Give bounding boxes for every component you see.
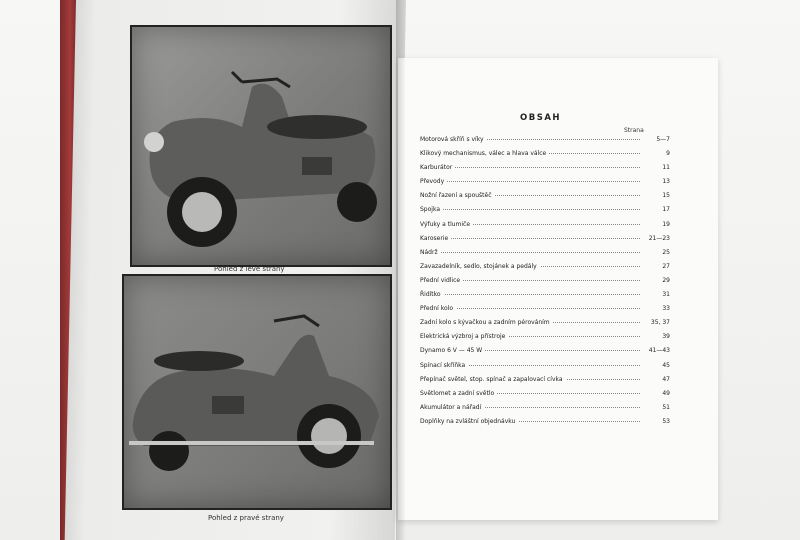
contents-entry-title: Dynamo 6 V — 45 W <box>420 347 485 354</box>
contents-entry-page: 51 <box>662 403 670 411</box>
contents-entry-page: 5—7 <box>656 136 670 143</box>
leader-dots <box>420 238 640 239</box>
contents-entry-page: 41—43 <box>648 347 670 355</box>
contents-entry <box>420 263 670 277</box>
contents-entry-title: Převody <box>420 178 447 185</box>
contents-entry-page: 13 <box>662 178 670 186</box>
contents-entry-title: Nádrž <box>420 249 441 256</box>
contents-entry-title: Světlomet a zadní světlo <box>420 390 497 397</box>
contents-entry-title: Přední kolo <box>420 305 456 312</box>
contents-entry-page: 35, 37 <box>650 319 670 327</box>
photo-caption-right-side: Pohled z pravé strany <box>208 514 284 522</box>
contents-title: OBSAH <box>520 113 562 123</box>
leader-dots <box>420 181 640 182</box>
photo-caption-left-side: Pohled z levé strany <box>214 265 285 273</box>
contents-entry-title: Klikový mechanismus, válec a hlava válce <box>420 150 549 157</box>
contents-entry-title: Výfuky a tlumiče <box>420 221 473 228</box>
contents-entry-title: Akumulátor a nářadí <box>420 404 484 411</box>
contents-entry-page: 39 <box>662 333 670 341</box>
contents-entry-page: 47 <box>662 375 670 383</box>
contents-entry <box>420 305 670 319</box>
contents-entry-page: 11 <box>662 164 670 172</box>
contents-entry <box>420 362 670 376</box>
contents-entry <box>420 390 670 404</box>
contents-entry-page: 15 <box>662 192 670 200</box>
contents-entry-page: 19 <box>662 220 670 228</box>
contents-entry-title: Spojka <box>420 206 443 213</box>
contents-entry-page: 21—23 <box>648 234 670 242</box>
contents-entry <box>420 164 670 178</box>
contents-entry-title: Řidítko <box>420 291 444 298</box>
contents-entry-page: 33 <box>662 305 670 313</box>
contents-entry-page: 27 <box>662 262 670 270</box>
contents-entry <box>420 192 670 206</box>
contents-entry <box>420 136 670 150</box>
contents-entry-page: 29 <box>662 276 670 284</box>
contents-entry-title: Přední vidlice <box>420 277 463 284</box>
contents-entry-title: Doplňky na zvláštní objednávku <box>420 418 518 425</box>
contents-entry-page: 9 <box>666 150 670 158</box>
contents-list <box>420 136 670 432</box>
contents-entry <box>420 235 670 249</box>
contents-entry-page: 17 <box>662 206 670 214</box>
contents-entry-page: 45 <box>662 361 670 369</box>
contents-entry <box>420 206 670 220</box>
contents-entry <box>420 249 670 263</box>
leader-dots <box>420 252 640 253</box>
contents-entry-title: Motorová skříň s víky <box>420 136 487 143</box>
contents-entry-title: Zavazadelník, sedlo, stojánek a pedály <box>420 263 540 270</box>
contents-entry-title: Karburátor <box>420 164 455 171</box>
leader-dots <box>420 294 640 295</box>
contents-entry-title: Přepínač světel, stop. spínač a zapalovací cívka <box>420 376 566 383</box>
contents-entry-title: Spínací skříňka <box>420 362 468 369</box>
contents-entry <box>420 404 670 418</box>
contents-entry <box>420 418 670 432</box>
booklet-gutter <box>396 0 406 540</box>
contents-entry <box>420 291 670 305</box>
contents-entry-page: 49 <box>662 389 670 397</box>
leader-dots <box>420 209 640 210</box>
contents-entry-title: Nožní řazení a spouštěč <box>420 192 495 199</box>
contents-entry <box>420 150 670 164</box>
contents-entry <box>420 277 670 291</box>
scooter-right-side-photo <box>122 274 392 510</box>
contents-entry <box>420 178 670 192</box>
contents-entry <box>420 319 670 333</box>
contents-entry <box>420 333 670 347</box>
scooter-left-side-photo <box>130 25 392 267</box>
contents-entry-page: 31 <box>662 291 670 299</box>
contents-entry-page: 53 <box>662 417 670 425</box>
contents-entry-title: Elektrická výzbroj a přístroje <box>420 333 508 340</box>
contents-entry <box>420 347 670 361</box>
contents-entry <box>420 376 670 390</box>
contents-entry-title: Zadní kolo s kývačkou a zadním pérováním <box>420 319 553 326</box>
contents-entry <box>420 221 670 235</box>
contents-entry-title: Karoserie <box>420 235 451 242</box>
page-column-header: Strana <box>624 127 644 134</box>
contents-entry-page: 25 <box>662 248 670 256</box>
